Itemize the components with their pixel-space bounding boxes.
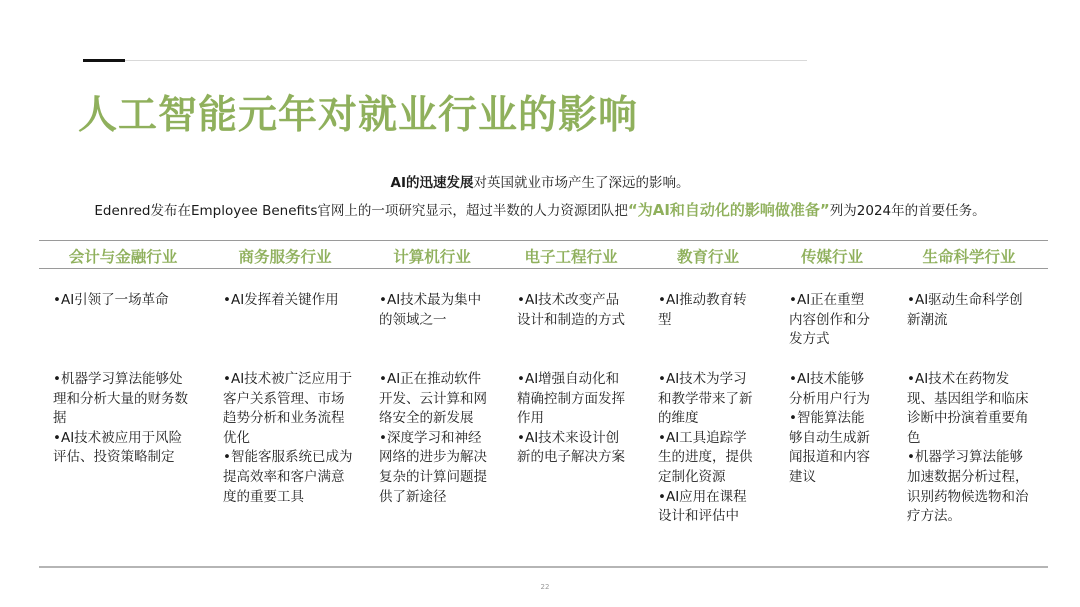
top-divider-line <box>125 60 807 61</box>
cell-computer-summary <box>379 291 485 330</box>
column-header-education: 教育行业 <box>676 248 739 266</box>
intro-line-1 <box>0 171 1080 191</box>
column-header-computer: 计算机行业 <box>393 248 471 266</box>
bullet-item: •AI技术改变产品设计和制造的方式 <box>517 292 625 328</box>
intro-highlight: “为AI和自动化的影响做准备” <box>627 201 830 219</box>
cell-electronic-engineering-summary <box>517 291 625 330</box>
cell-computer-details <box>379 370 487 507</box>
bullet-item: •深度学习和神经网络的进步为解决复杂的计算问题提供了新途径 <box>379 429 487 505</box>
column-header-accounting: 会计与金融行业 <box>68 248 178 266</box>
bullet-item: •智能算法能够自动生成新闻报道和内容建议 <box>789 410 870 485</box>
bullet-item: •AI技术为学习和教学带来了新的维度 <box>658 371 753 427</box>
cell-education-summary <box>658 291 756 330</box>
cell-electronic-engineering-details <box>517 370 625 468</box>
bullet-item: •AI技术被广泛应用于客户关系管理、市场趋势分析和业务流程优化 <box>223 371 353 446</box>
table-bottom-rule <box>39 566 1048 568</box>
bullet-item: •机器学习算法能够处理和分析大量的财务数据 <box>53 371 188 427</box>
bullet-item: •AI推动教育转型 <box>658 292 747 328</box>
bullet-item: •AI引领了一场革命 <box>53 292 169 308</box>
bullet-item: •AI增强自动化和精确控制方面发挥作用 <box>517 371 625 427</box>
column-header-media: 传媒行业 <box>800 248 863 266</box>
table-header-rule <box>39 268 1048 269</box>
cell-accounting-details <box>53 370 193 468</box>
column-header-life-sciences: 生命科学行业 <box>922 248 1016 266</box>
cell-accounting-summary <box>53 291 193 311</box>
bullet-item: •AI正在重塑内容创作和分发方式 <box>789 292 870 348</box>
cell-life-sciences-details <box>907 370 1031 527</box>
bullet-item: •AI应用在课程设计和评估中 <box>658 488 747 525</box>
bullet-item: •AI技术来设计创新的电子解决方案 <box>517 429 625 466</box>
bullet-item: •AI正在推动软件开发、云计算和网络安全的新发展 <box>379 371 487 427</box>
bullet-item: •AI技术在药物发现、基因组学和临床诊断中扮演着重要角色 <box>907 371 1029 446</box>
bullet-item: •智能客服系统已成为提高效率和客户满意度的重要工具 <box>223 449 353 505</box>
intro-bold-phrase: AI的迅速发展 <box>390 175 474 191</box>
bullet-item: •AI技术能够分析用户行为 <box>789 371 870 407</box>
bullet-item: •AI工具追踪学生的进度，提供定制化资源 <box>658 429 753 485</box>
cell-media-summary <box>789 291 877 350</box>
page-number: 22 <box>540 583 550 591</box>
intro-line-1-text: 对英国就业市场产生了深远的影响。 <box>473 175 690 191</box>
table-top-rule <box>39 240 1048 241</box>
cell-business-services-summary <box>223 291 349 311</box>
cell-business-services-details <box>223 370 354 507</box>
column-header-business-services: 商务服务行业 <box>238 248 332 266</box>
column-header-electronic-engineering: 电子工程行业 <box>524 248 618 266</box>
intro-line-2-post: 列为2024年的首要任务。 <box>829 203 986 219</box>
bullet-item: •AI驱动生命科学创新潮流 <box>907 292 1023 328</box>
bullet-item: •AI技术被应用于风险评估、投资策略制定 <box>53 429 183 466</box>
cell-life-sciences-summary <box>907 291 1023 330</box>
intro-line-2-pre: Edenred发布在Employee Benefits官网上的一项研究显示，超过半数的人力资源团队把 <box>94 203 628 219</box>
top-accent-line <box>83 59 125 62</box>
cell-education-details <box>658 370 756 527</box>
bullet-item: •AI发挥着关键作用 <box>223 292 339 308</box>
cell-media-details <box>789 370 877 488</box>
bullet-item: •机器学习算法能够加速数据分析过程，识别药物候选物和治疗方法。 <box>907 449 1029 525</box>
intro-line-2 <box>0 199 1080 220</box>
bullet-item: •AI技术最为集中的领域之一 <box>379 292 482 328</box>
page-title: 人工智能元年对就业行业的影响 <box>78 93 639 138</box>
